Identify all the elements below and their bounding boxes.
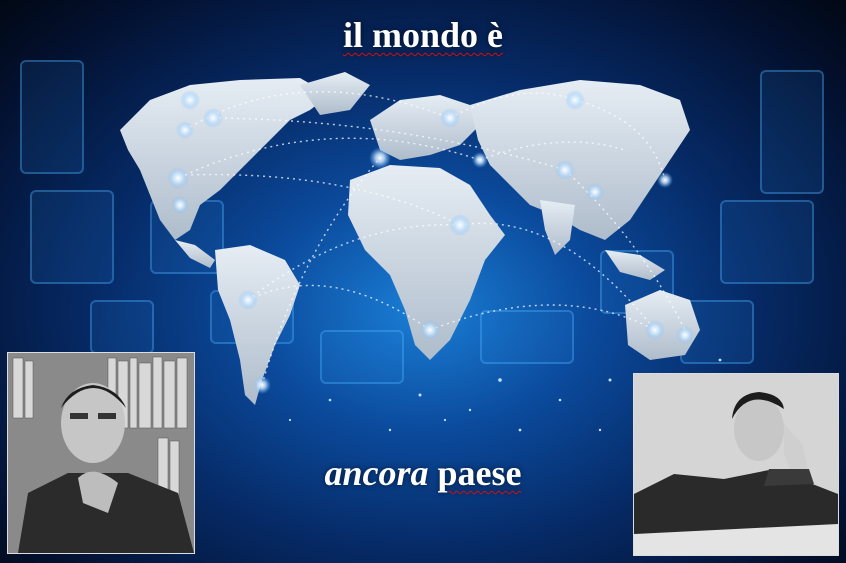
continent-indonesia <box>605 250 665 280</box>
photo-right <box>633 373 839 556</box>
title-top <box>0 14 846 56</box>
photo-left <box>7 352 195 554</box>
title-bottom-italic: ancora <box>324 453 429 493</box>
photo-right-image <box>634 374 838 555</box>
title-top-text: il mondo è <box>342 15 503 55</box>
photo-left-image <box>8 353 194 553</box>
continent-india <box>540 200 575 255</box>
title-bottom-rest: paese <box>437 453 522 493</box>
continent-central-america <box>175 240 215 268</box>
